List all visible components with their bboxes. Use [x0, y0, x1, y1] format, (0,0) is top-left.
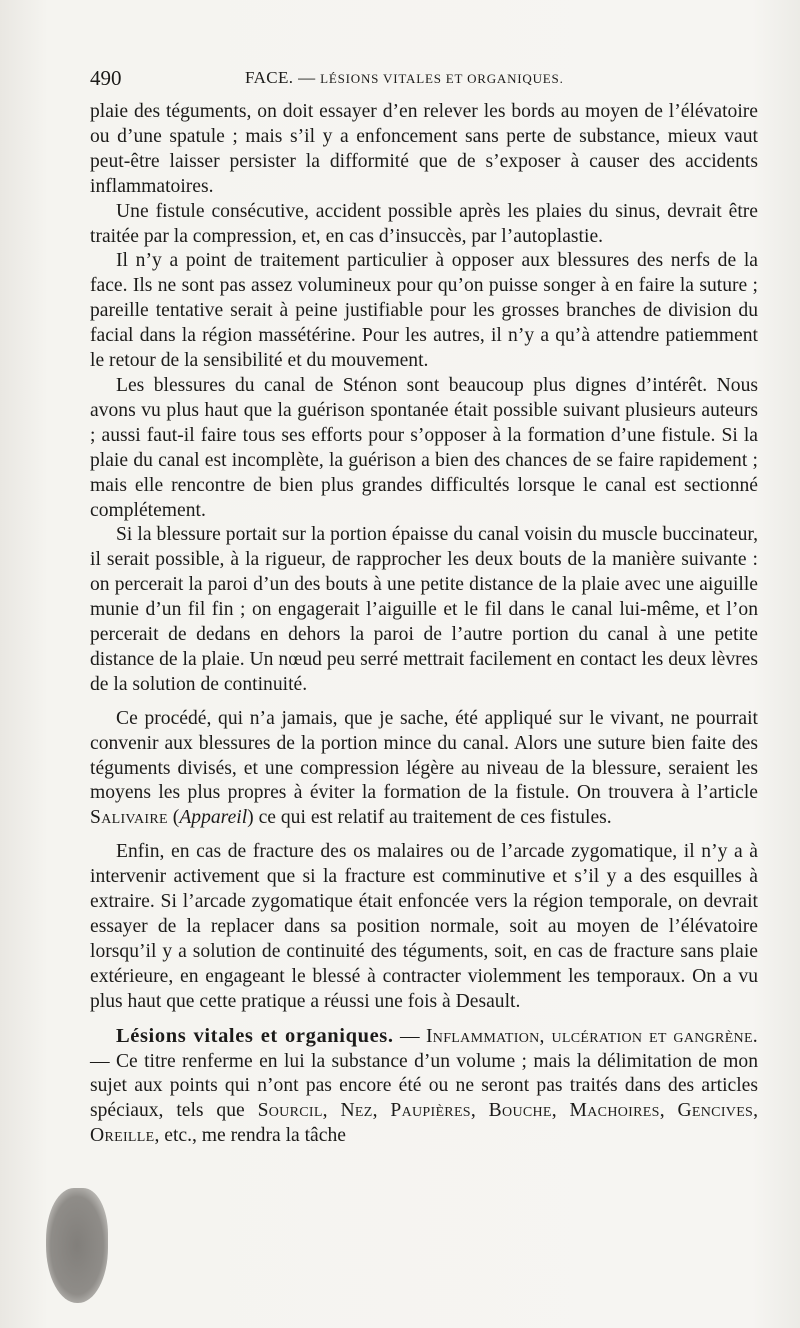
ref-machoires: Machoires — [569, 1100, 660, 1122]
running-head-subject: LÉSIONS VITALES ET ORGANIQUES. — [320, 71, 564, 86]
paragraph-lesions-vitales: Lésions vitales et organiques. — Inflammation, ulcération et gangrène. — Ce titre renferme en lui la substance d’un volume ; mais la délimitation de mon sujet aux points qui n’ont pas encore été ou ne seront pas traités dans des articles spéciaux, tels que Sourcil, Nez, Paupières, Bouche, Machoires, Gencives, Oreille, etc., me rendra la tâche — [90, 1024, 759, 1147]
paragraph-fracture: Enfin, en cas de fracture des os malaires ou de l’arcade zygomatique, il n’y a à intervenir activement que si la fracture est comminutive et s’il y a des esquilles à extraire. Si l’arcade zygomatique était enfoncée vers la région temporale, on devrait essayer de la replacer dans sa position normale, soit au moyen de l’élévatoire lorsqu’il y a solution de continuité des téguments, soit, en cas de fracture sans plaie extérieure, en engageant le blessé à contracter violemment les temporaux. On a vu plus haut que cette pratique a réussi une fois à Desault. — [90, 841, 758, 1012]
procede-text: Ce procédé, qui n’a jamais, que je sache, été appliqué sur le vivant, ne pourrait convenir aux blessures de la portion mince du canal. Alors une suture bien faite des téguments divisés, et une compression légère au niveau de la blessure, seraient les moyens les plus propres à éviter la formation de la fistule. On trouvera à l’article — [90, 707, 758, 804]
page-number: 490 — [90, 66, 122, 90]
section-dash: — — [393, 1025, 426, 1047]
running-head-section: FACE. — [245, 68, 294, 87]
paragraph-canal-stenon: Les blessures du canal de Sténon sont beaucoup plus dignes d’intérêt. Nous avons vu plus haut que la guérison spontanée était possible suivant plusieurs auteurs ; aussi faut-il faire tous ses efforts pour s’opposer à la formation d’une fistule. Si la plaie du canal est incomplète, la guérison a bien des chances de se faire rapidement ; mais elle rencontre de bien plus grandes difficultés lorsque le canal est sectionné complétement. — [90, 374, 758, 521]
paragraph-nerfs: Il n’y a point de traitement particulier à opposer aux blessures des nerfs de la face. Ils ne sont pas assez volumineux pour qu’on puisse songer à en faire la suture ; pareille tentative serait à peine justifiable pour les grosses branches de division du facial dans la région massétérine. Pour les autres, il n’y a qu’à attendre patiemment le retour de la sensibilité et du mouvement. — [90, 250, 758, 372]
ref-salivaire: Salivaire — [90, 807, 168, 829]
ref-gencives: Gencives — [677, 1100, 754, 1122]
ink-stain — [46, 1188, 108, 1303]
paragraph-fistule: Une fistule consécutive, accident possible après les plaies du sinus, devrait être traitée par la compression, et, en cas d’insuccès, par l’autoplastie. — [90, 200, 758, 247]
section-text-1: — Ce titre renferme en lui la substance d’un volume ; mais la délimitation de mon sujet aux points qui n’ont pas encore été ou ne seront pas traités dans des articles spéciaux, tels que — [90, 1050, 758, 1122]
procede-text-end: ) ce qui est relatif au traitement de ces fistules. — [247, 807, 612, 829]
section-subtitle: Inflammation, ulcération et gangrène. — [425, 1025, 759, 1047]
section-heading: Lésions vitales et organiques. — [116, 1024, 394, 1047]
ref-paren-open: ( — [167, 807, 180, 829]
ref-oreille: Oreille — [90, 1125, 155, 1147]
running-head — [245, 68, 564, 88]
page-body — [90, 100, 758, 1149]
ref-sourcil: Sourcil — [257, 1100, 323, 1122]
paragraph-buccinateur: Si la blessure portait sur la portion épaisse du canal voisin du muscle buccinateur, il serait possible, à la rigueur, de rapprocher les deux bouts de la manière suivante : on percerait la paroi d’un des bouts à une petite distance de la plaie avec une aiguille munie d’un fil fin ; on engagerait l’aiguille et le fil dans le canal lui-même, et l’on percerait de dedans en dehors la paroi de l’autre portion du canal à une petite distance de la plaie. Un nœud peu serré mettrait facilement en contact les deux lèvres de la solution de continuité. — [90, 524, 758, 695]
paragraph-plaie-teguments: plaie des téguments, on doit essayer d’en relever les bords au moyen de l’élévatoire ou d’une spatule ; mais s’il y a enfoncement sans perte de substance, mieux vaut peut-être laisser persister la difformité que de s’exposer à causer des accidents inflammatoires. — [90, 101, 758, 197]
running-head-dash: — — [293, 68, 321, 87]
ref-appareil: Appareil — [179, 807, 248, 829]
section-text-2: , etc., me rendra la tâche — [154, 1125, 346, 1147]
ref-nez: Nez — [340, 1100, 373, 1122]
page-header — [90, 66, 760, 94]
ref-paupieres: Paupières — [390, 1100, 471, 1122]
ref-bouche: Bouche — [488, 1100, 552, 1122]
paragraph-procede — [90, 707, 758, 832]
